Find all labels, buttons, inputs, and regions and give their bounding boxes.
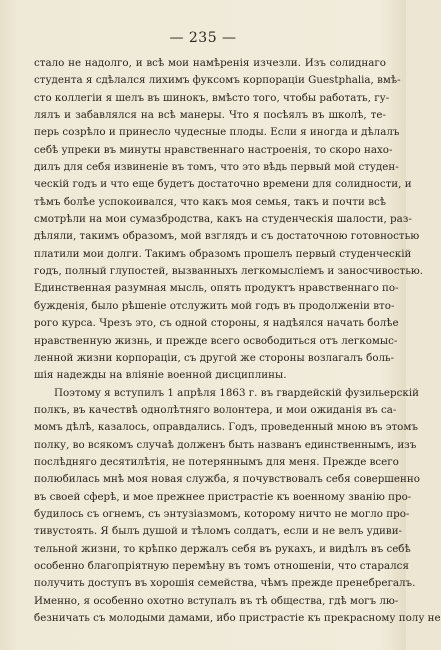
text-line: Поэтому я вступилъ 1 апрѣля 1863 г. въ гвардейскій фузильерскій: [54, 386, 419, 399]
text-line: дѣляли, такимъ образомъ, мой взглядъ и съ достаточною готовностью: [34, 230, 420, 243]
text-line: получить доступъ въ хорошія семейства, чѣмъ прежде пренебрегалъ.: [34, 577, 416, 590]
text-line: нравственную жизнь, и прежде всего освободиться отъ легкомыс-: [34, 334, 398, 347]
text-line: Именно, я особенно охотно вступалъ въ тѣ общества, гдѣ могъ лю-: [34, 594, 399, 607]
text-line: послѣдняго десятилѣтія, не потеряннымъ для меня. Прежде всего: [34, 455, 399, 468]
text-line: смотрѣли на мои сумазбродства, какъ на студенческія шалости, раз-: [34, 213, 412, 226]
text-line: бужденія, было рѣшеніе отслужить мой годъ въ продолженіи вто-: [34, 299, 395, 312]
text-line: будилось съ огнемъ, съ энтузіазмомъ, которому ничто не могло про-: [34, 507, 410, 520]
text-line: дилъ для себя извиненіе въ томъ, что это вѣдь первый мой студен-: [34, 161, 399, 174]
text-line: годъ, полный глупостей, вызванныхъ легкомысліемъ и заносчивостью.: [34, 265, 424, 278]
text-line: себѣ упреки въ минуты нравственнаго настроенія, то скоро нахо-: [34, 143, 393, 156]
text-line: полкъ, въ качествѣ однолѣтняго волонтера, и мои ожиданія въ са-: [34, 403, 397, 416]
text-line: лялъ и забавлялся на всѣ манеры. Что я посѣялъ въ школѣ, те-: [34, 109, 386, 122]
text-line: платили мои долги. Такимъ образомъ прошелъ первый студенческій: [34, 247, 412, 260]
text-line: ческій годъ и что еще будетъ достаточно времени для солидности, и: [34, 178, 412, 191]
text-line: тивустоять. Я былъ душой и тѣломъ солдатъ, если и не велъ удиви-: [34, 525, 403, 538]
text-line: безничать съ молодыми дамами, ибо пристрастіе къ прекрасному полу не: [34, 612, 441, 624]
text-line: въ своей сферѣ, и мое прежнее пристрастіе къ военному званію про-: [34, 490, 412, 503]
text-line: стало не надолго, и всѣ мои намѣренія изчезли. Изъ солиднаго: [34, 57, 386, 69]
paragraph: [34, 55, 424, 385]
text-line: момъ дѣлѣ, казалось, оправдались. Годъ, проведенный мною въ этомъ: [34, 421, 418, 434]
text-line: особенно благопріятную перемѣну въ томъ отношеніи, что старался: [34, 559, 409, 572]
text-line: полюбилась мнѣ моя новая служба, я почувствовалъ себя совершенно: [34, 473, 420, 486]
text-line: полку, во всякомъ случаѣ долженъ быть названъ единственнымъ, изъ: [34, 438, 417, 451]
text-line: рого курса. Чрезъ это, съ одной стороны, я надѣялся начать болѣе: [34, 317, 399, 330]
text-line: тельной жизни, то крѣпко держалъ себя въ рукахъ, и видѣлъ въ себѣ: [34, 542, 411, 555]
text-line: шія надежды на вліяніе военной дисциплины.: [34, 369, 287, 382]
body-text: [34, 55, 441, 627]
text-line: Единственная разумная мысль, опять продуктъ нравственнаго по-: [34, 282, 399, 295]
text-line: сто коллегіи я шелъ въ шинокъ, вмѣсто того, чтобы работать, гу-: [34, 91, 390, 104]
paragraph: [34, 385, 441, 628]
text-line: перь созрѣло и принесло чудесные плоды. Если я иногда и дѣлалъ: [34, 126, 400, 139]
text-line: тѣмъ болѣе успокоивался, что какъ моя семья, такъ и почти всѣ: [34, 195, 386, 208]
text-line: ленной жизни корпораціи, съ другой же стороны возлагалъ боль-: [34, 351, 395, 364]
page-number: — 235 —: [169, 30, 237, 46]
text-line: студента я сдѣлался лихимъ фуксомъ корпораціи Guestphalia, вмѣ-: [34, 74, 401, 87]
